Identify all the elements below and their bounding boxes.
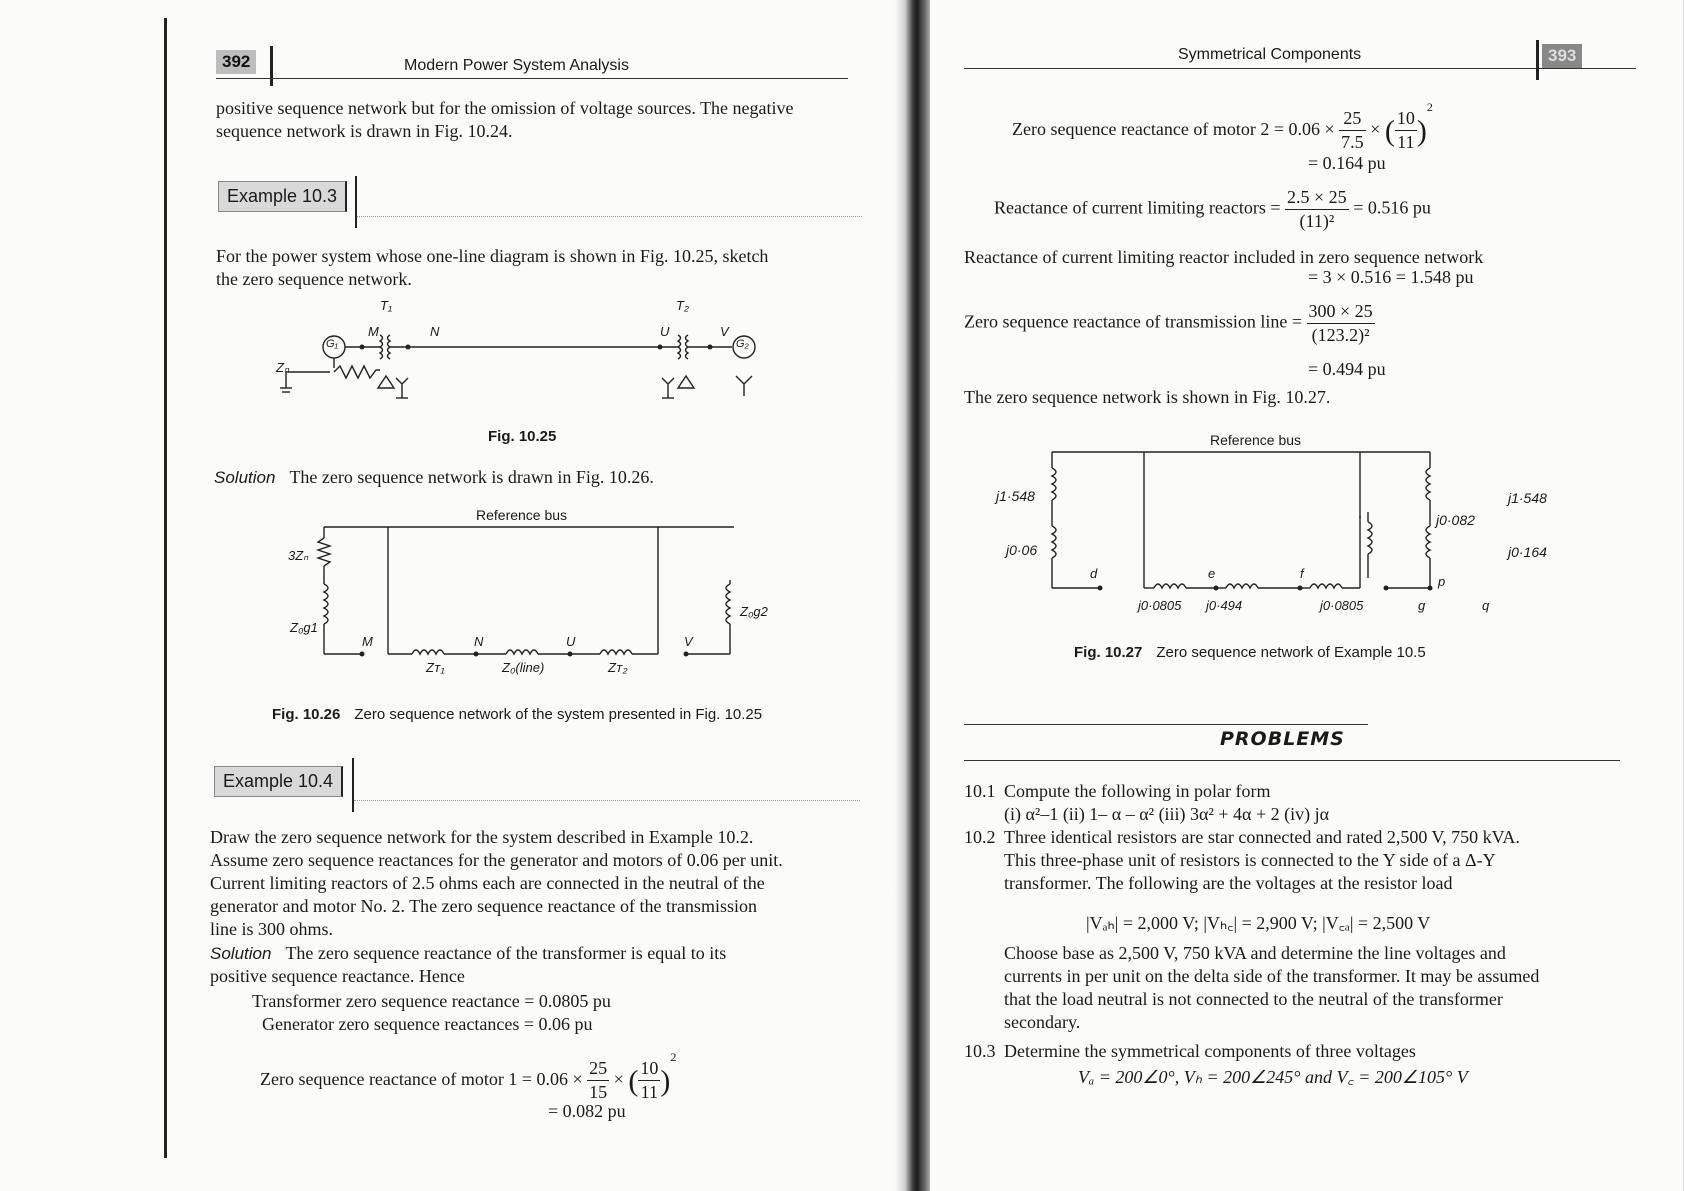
solution-text: The zero sequence network is drawn in Fig. 10.26. [289, 467, 654, 487]
label-m26: M [362, 634, 373, 649]
label-zline: Z₀(line) [502, 660, 545, 675]
page-number: 392 [216, 50, 256, 74]
running-head-right: Symmetrical Components [1178, 46, 1362, 63]
page-number-right: 393 [1542, 44, 1582, 68]
fig-10-27-diagram [1030, 446, 1450, 606]
label-j0082: j0·082 [1436, 512, 1475, 528]
j00805-b-inductor [1310, 584, 1342, 588]
eq-generator: Generator zero sequence reactances = 0.06 pu [262, 1014, 593, 1034]
header-divider [270, 46, 273, 86]
j1548-right-inductor [1426, 468, 1430, 500]
example-bar [355, 176, 357, 228]
label-j0164: j0·164 [1508, 544, 1547, 560]
network-text: The zero sequence network is shown in Fig. 10.27. [964, 387, 1331, 407]
eq-line-result: = 0.494 pu [1308, 359, 1386, 379]
label-t2: T₂ [676, 298, 689, 313]
j0494-inductor [1226, 584, 1258, 588]
label-d: d [1090, 566, 1098, 581]
header-divider-right [1536, 40, 1539, 80]
book-spine [895, 0, 935, 1191]
problems-rule-top [964, 724, 1368, 725]
j006-left-inductor [1052, 526, 1056, 558]
j00805-a-inductor [1154, 584, 1186, 588]
example-10-4-bar [352, 758, 354, 812]
fig-10-25-diagram [270, 298, 790, 430]
eq-line: Zero sequence reactance of transmission line = $\frac{300 \times 25}{\text{(123.2)²}}$ [964, 301, 1373, 345]
label-j1548-left: j1·548 [996, 488, 1035, 504]
zog2-inductor-symbol [726, 584, 730, 624]
label-t1: T₁ [380, 298, 393, 313]
eq-motor1: Zero sequence reactance of motor 1 = 0.06 × $\frac{25}{15}$ × ( $\frac{10}{11}$ )$^2$ [260, 1050, 677, 1103]
problems-rule-bottom [964, 760, 1620, 761]
example-10-4-statement: Draw the zero sequence network for the system described in Example 10.2. Assume zero sequence reactances for the generator and motors of 0.06 per unit. Current limiting reactors of 2.5 ohms each are connected in the neutral of the generator and motor No. 2. The zero sequence reactance of the transmission line is 300 ohms. [210, 827, 783, 939]
zt2-inductor-symbol [600, 650, 632, 654]
label-zog2: Z₀g2 [740, 604, 768, 619]
label-g2: G₂ [736, 338, 749, 350]
running-head: Modern Power System Analysis [404, 57, 629, 74]
3zn-resistor-symbol [318, 538, 330, 566]
transformer-t1-primary [380, 335, 383, 359]
label-f: f [1300, 566, 1304, 581]
fig27-reference-bus: Reference bus [1210, 432, 1302, 448]
example-10-4-label: Example 10.4 [214, 766, 343, 797]
eq-transformer: Transformer zero sequence reactance = 0.0805 pu [252, 991, 611, 1011]
label-3zn: 3Zₙ [288, 548, 309, 563]
intro-paragraph: positive sequence network but for the omission of voltage sources. The negative sequence network is drawn in Fig. 10.24. [216, 98, 794, 141]
eq-reactor: Reactance of current limiting reactors = $\frac{2.5 \times 25}{\text{(11)²}}$ = 0.516 pu [994, 187, 1431, 231]
label-j0494: j0·494 [1206, 598, 1243, 613]
example-label: Example 10.3 [218, 181, 347, 212]
zline-inductor-symbol [506, 650, 538, 654]
reactor-zero-text: Reactance of current limiting reactor included in zero sequence network [964, 247, 1484, 267]
fig-10-26-diagram [300, 520, 740, 680]
right-page [930, 0, 1684, 1191]
label-j006: j0·06 [1006, 542, 1038, 558]
label-u26: U [566, 634, 576, 649]
header-rule [216, 78, 848, 79]
label-p: p [1438, 574, 1446, 589]
label-e: e [1208, 566, 1216, 581]
example-statement: For the power system whose one-line diagram is shown in Fig. 10.25, sketch the zero sequence network. [216, 246, 769, 289]
problem-10-3-eq: Vₐ = 200∠0°, Vₕ = 200∠245° and V꜀ = 200∠105° V [1078, 1067, 1468, 1087]
problem-10-1: 10.1 Compute the following in polar form (i) α²–1 (ii) 1– α – α² (iii) 3α² + 4α + 2 (iv) jα [964, 781, 1330, 824]
fig26-reference-bus: Reference bus [476, 507, 568, 523]
example-10-4-rule [354, 800, 860, 801]
transformer-t1-secondary [388, 335, 391, 359]
j0164-inductor [1426, 526, 1430, 558]
j0082-inductor [1368, 522, 1372, 554]
problem-10-2: 10.2 Three identical resistors are star connected and rated 2,500 V, 750 kVA. This three-phase unit of resistors is connected to the Y side of a Δ-Y transformer. The following are the voltages at the resistor load [964, 827, 1520, 893]
label-zog1: Z₀g1 [290, 620, 318, 635]
label-j00805-a: j0·0805 [1138, 598, 1182, 613]
label-q: q [1482, 598, 1490, 613]
page-edge-rule [164, 18, 167, 1158]
label-v26: V [684, 634, 693, 649]
g2-star-symbol [736, 376, 752, 396]
t2-delta-symbol [678, 376, 694, 388]
example-10-4-solution: Solution The zero sequence reactance of the transformer is equal to its positive sequence reactance. Hence [210, 943, 727, 986]
label-g1: G₁ [326, 338, 339, 350]
t2-star-ground-symbol [662, 378, 674, 398]
transformer-t2-primary [678, 335, 681, 359]
label-zn: Zₙ [276, 360, 290, 375]
label-n: N [430, 324, 440, 339]
zn-resistor-symbol [334, 358, 380, 378]
reactor-zero-result: = 3 × 0.516 = 1.548 pu [1308, 267, 1474, 287]
label-n26: N [474, 634, 484, 649]
label-zt1: Zᴛ₁ [426, 660, 445, 675]
label-zt2: Zᴛ₂ [608, 660, 628, 675]
eq-motor1-result: = 0.082 pu [548, 1101, 626, 1121]
solution-line [214, 466, 654, 489]
fig-10-25-caption: Fig. 10.25 [488, 428, 557, 445]
solution-label: Solution [214, 468, 276, 487]
eq-motor2: Zero sequence reactance of motor 2 = 0.06 × $\frac{25}{7.5}$ × ( $\frac{10}{11}$ )$^2$ [1012, 100, 1433, 153]
label-j1548-right: j1·548 [1508, 490, 1547, 506]
t1-delta-symbol [378, 376, 394, 388]
problem-10-2-eq: |Vₐₕ| = 2,000 V; |Vₕ꜀| = 2,900 V; |V꜀ₐ| = 2,500 V [1086, 913, 1431, 933]
fig-10-27-caption: Fig. 10.27 Zero sequence network of Example 10.5 [1074, 644, 1426, 661]
problem-10-3: 10.3 Determine the symmetrical components of three voltages [964, 1041, 1416, 1061]
problems-heading: PROBLEMS [1220, 728, 1345, 750]
label-g: g [1418, 598, 1426, 613]
label-u: U [660, 324, 670, 339]
zt1-inductor-symbol [412, 650, 444, 654]
j1548-left-inductor [1052, 468, 1056, 500]
problem-10-2-cont: Choose base as 2,500 V, 750 kVA and determine the line voltages and currents in per unit on the delta side of the transformer. It may be assumed that the load neutral is not connected to the neutral of the transformer secondary. [1004, 943, 1540, 1032]
example-rule [357, 216, 862, 217]
label-m: M [368, 324, 379, 339]
label-v: V [720, 324, 729, 339]
zog1-inductor-symbol [324, 584, 328, 624]
fig-10-26-caption: Fig. 10.26 Zero sequence network of the system presented in Fig. 10.25 [272, 706, 763, 723]
eq-motor2-result: = 0.164 pu [1308, 153, 1386, 173]
label-j00805-b: j0·0805 [1320, 598, 1364, 613]
transformer-t2-secondary [686, 335, 689, 359]
